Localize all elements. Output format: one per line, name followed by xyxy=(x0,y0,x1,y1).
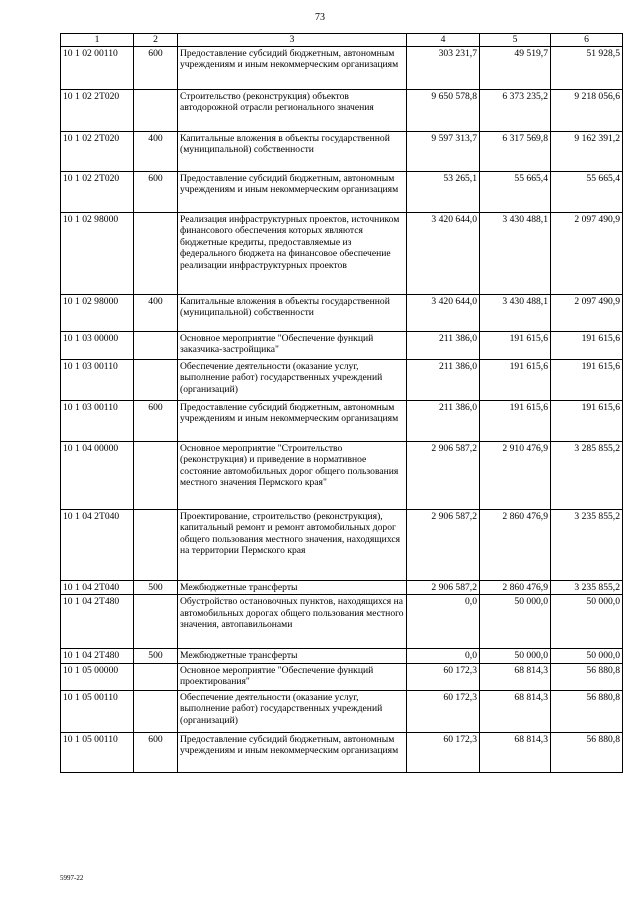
row-code: 10 1 03 00110 xyxy=(61,359,134,400)
row-expense-type: 600 xyxy=(134,46,178,89)
table-row xyxy=(61,509,623,580)
header-row xyxy=(61,34,623,47)
row-value-2: 68 814,3 xyxy=(480,663,551,690)
row-code: 10 1 05 00110 xyxy=(61,690,134,732)
row-value-2: 2 910 476,9 xyxy=(480,441,551,509)
row-value-2: 3 430 488,1 xyxy=(480,294,551,331)
table-row xyxy=(61,649,623,664)
row-value-2: 6 373 235,2 xyxy=(480,89,551,131)
row-description: Капитальные вложения в объекты государственной (муниципальной) собственности xyxy=(178,131,407,171)
row-value-1: 2 906 587,2 xyxy=(407,580,480,595)
table-row xyxy=(61,46,623,89)
row-value-3: 9 162 391,2 xyxy=(551,131,623,171)
row-expense-type xyxy=(134,509,178,580)
row-expense-type: 600 xyxy=(134,732,178,772)
row-description: Обеспечение деятельности (оказание услуг, выполнение работ) государственных учреждений (организаций) xyxy=(178,690,407,732)
table-row xyxy=(61,131,623,171)
row-value-1: 53 265,1 xyxy=(407,171,480,212)
row-code: 10 1 04 2Т480 xyxy=(61,649,134,664)
row-code: 10 1 04 00000 xyxy=(61,441,134,509)
row-value-1: 2 906 587,2 xyxy=(407,509,480,580)
column-header-3: 3 xyxy=(178,34,407,47)
row-expense-type: 400 xyxy=(134,294,178,331)
row-value-2: 3 430 488,1 xyxy=(480,212,551,294)
row-code: 10 1 02 98000 xyxy=(61,294,134,331)
row-expense-type xyxy=(134,441,178,509)
row-value-3: 56 880,8 xyxy=(551,663,623,690)
table-row xyxy=(61,690,623,732)
row-code: 10 1 02 00110 xyxy=(61,46,134,89)
row-value-3: 9 218 056,6 xyxy=(551,89,623,131)
row-expense-type xyxy=(134,663,178,690)
row-value-3: 2 097 490,9 xyxy=(551,294,623,331)
row-value-1: 9 597 313,7 xyxy=(407,131,480,171)
row-description: Предоставление субсидий бюджетным, автономным учреждениям и иным некоммерческим организациям xyxy=(178,171,407,212)
row-value-1: 60 172,3 xyxy=(407,663,480,690)
table-row xyxy=(61,359,623,400)
row-expense-type: 600 xyxy=(134,171,178,212)
row-value-3: 191 615,6 xyxy=(551,331,623,359)
row-value-2: 2 860 476,9 xyxy=(480,580,551,595)
row-code: 10 1 02 2Т020 xyxy=(61,171,134,212)
row-value-1: 303 231,7 xyxy=(407,46,480,89)
row-value-2: 50 000,0 xyxy=(480,595,551,649)
row-code: 10 1 03 00110 xyxy=(61,400,134,441)
row-description: Основное мероприятие "Обеспечение функций заказчика-застройщика" xyxy=(178,331,407,359)
row-value-1: 211 386,0 xyxy=(407,400,480,441)
row-value-3: 191 615,6 xyxy=(551,359,623,400)
row-expense-type xyxy=(134,690,178,732)
row-value-2: 68 814,3 xyxy=(480,732,551,772)
row-expense-type: 600 xyxy=(134,400,178,441)
row-value-2: 191 615,6 xyxy=(480,400,551,441)
row-description: Предоставление субсидий бюджетным, автономным учреждениям и иным некоммерческим организациям xyxy=(178,400,407,441)
row-value-3: 51 928,5 xyxy=(551,46,623,89)
table-row xyxy=(61,441,623,509)
row-description: Межбюджетные трансферты xyxy=(178,649,407,664)
row-value-1: 211 386,0 xyxy=(407,331,480,359)
row-description: Обеспечение деятельности (оказание услуг, выполнение работ) государственных учреждений (организаций) xyxy=(178,359,407,400)
row-code: 10 1 03 00000 xyxy=(61,331,134,359)
row-value-2: 191 615,6 xyxy=(480,359,551,400)
row-value-1: 3 420 644,0 xyxy=(407,294,480,331)
page-number: 73 xyxy=(315,12,325,23)
row-expense-type: 500 xyxy=(134,649,178,664)
row-code: 10 1 04 2Т040 xyxy=(61,580,134,595)
row-code: 10 1 05 00110 xyxy=(61,732,134,772)
row-description: Проектирование, строительство (реконструкция), капитальный ремонт и ремонт автомобильных дорог общего пользования местного значения, находящихся на территории Пермского края xyxy=(178,509,407,580)
row-expense-type: 500 xyxy=(134,580,178,595)
row-value-1: 3 420 644,0 xyxy=(407,212,480,294)
row-expense-type: 400 xyxy=(134,131,178,171)
row-value-1: 211 386,0 xyxy=(407,359,480,400)
row-value-1: 60 172,3 xyxy=(407,732,480,772)
column-header-2: 2 xyxy=(134,34,178,47)
budget-table xyxy=(60,33,623,773)
row-description: Капитальные вложения в объекты государственной (муниципальной) собственности xyxy=(178,294,407,331)
row-description: Основное мероприятие "Обеспечение функций проектирования" xyxy=(178,663,407,690)
row-code: 10 1 04 2Т040 xyxy=(61,509,134,580)
table-row xyxy=(61,732,623,772)
row-value-3: 50 000,0 xyxy=(551,595,623,649)
row-value-2: 6 317 569,8 xyxy=(480,131,551,171)
table-row xyxy=(61,171,623,212)
row-description: Межбюджетные трансферты xyxy=(178,580,407,595)
row-description: Основное мероприятие "Строительство (реконструкция) и приведение в нормативное состояние автомобильных дорог общего пользования местного значения Пермского края" xyxy=(178,441,407,509)
row-value-1: 0,0 xyxy=(407,595,480,649)
row-value-3: 3 235 855,2 xyxy=(551,509,623,580)
column-header-6: 6 xyxy=(551,34,623,47)
row-value-3: 55 665,4 xyxy=(551,171,623,212)
row-value-3: 2 097 490,9 xyxy=(551,212,623,294)
row-value-2: 191 615,6 xyxy=(480,331,551,359)
table-row xyxy=(61,595,623,649)
row-value-2: 68 814,3 xyxy=(480,690,551,732)
row-expense-type xyxy=(134,331,178,359)
row-description: Предоставление субсидий бюджетным, автономным учреждениям и иным некоммерческим организациям xyxy=(178,732,407,772)
row-expense-type xyxy=(134,595,178,649)
row-code: 10 1 02 98000 xyxy=(61,212,134,294)
column-header-4: 4 xyxy=(407,34,480,47)
column-header-1: 1 xyxy=(61,34,134,47)
row-value-3: 3 235 855,2 xyxy=(551,580,623,595)
row-value-3: 3 285 855,2 xyxy=(551,441,623,509)
row-value-1: 2 906 587,2 xyxy=(407,441,480,509)
table-row xyxy=(61,89,623,131)
row-value-3: 56 880,8 xyxy=(551,732,623,772)
row-value-3: 191 615,6 xyxy=(551,400,623,441)
row-value-1: 60 172,3 xyxy=(407,690,480,732)
row-value-3: 56 880,8 xyxy=(551,690,623,732)
table-row xyxy=(61,663,623,690)
row-description: Обустройство остановочных пунктов, находящихся на автомобильных дорогах общего пользования местного значения, автопавильонами xyxy=(178,595,407,649)
row-description: Предоставление субсидий бюджетным, автономным учреждениям и иным некоммерческим организациям xyxy=(178,46,407,89)
row-description: Строительство (реконструкция) объектов автодорожной отрасли регионального значения xyxy=(178,89,407,131)
table-row xyxy=(61,400,623,441)
row-value-3: 50 000,0 xyxy=(551,649,623,664)
row-value-2: 50 000,0 xyxy=(480,649,551,664)
column-header-5: 5 xyxy=(480,34,551,47)
table-row xyxy=(61,294,623,331)
row-value-2: 2 860 476,9 xyxy=(480,509,551,580)
document-footer-code: 5997-22 xyxy=(60,874,84,882)
row-value-1: 9 650 578,8 xyxy=(407,89,480,131)
row-value-2: 49 519,7 xyxy=(480,46,551,89)
row-code: 10 1 05 00000 xyxy=(61,663,134,690)
row-code: 10 1 02 2Т020 xyxy=(61,131,134,171)
table-row xyxy=(61,212,623,294)
table-row xyxy=(61,580,623,595)
row-expense-type xyxy=(134,359,178,400)
row-value-1: 0,0 xyxy=(407,649,480,664)
row-expense-type xyxy=(134,89,178,131)
table-row xyxy=(61,331,623,359)
row-code: 10 1 04 2Т480 xyxy=(61,595,134,649)
row-code: 10 1 02 2Т020 xyxy=(61,89,134,131)
row-expense-type xyxy=(134,212,178,294)
row-description: Реализация инфраструктурных проектов, источником финансового обеспечения которых являются бюджетные кредиты, предоставляемые из федерального бюджета на финансовое обеспечение реализации инфраструктурных проектов xyxy=(178,212,407,294)
row-value-2: 55 665,4 xyxy=(480,171,551,212)
